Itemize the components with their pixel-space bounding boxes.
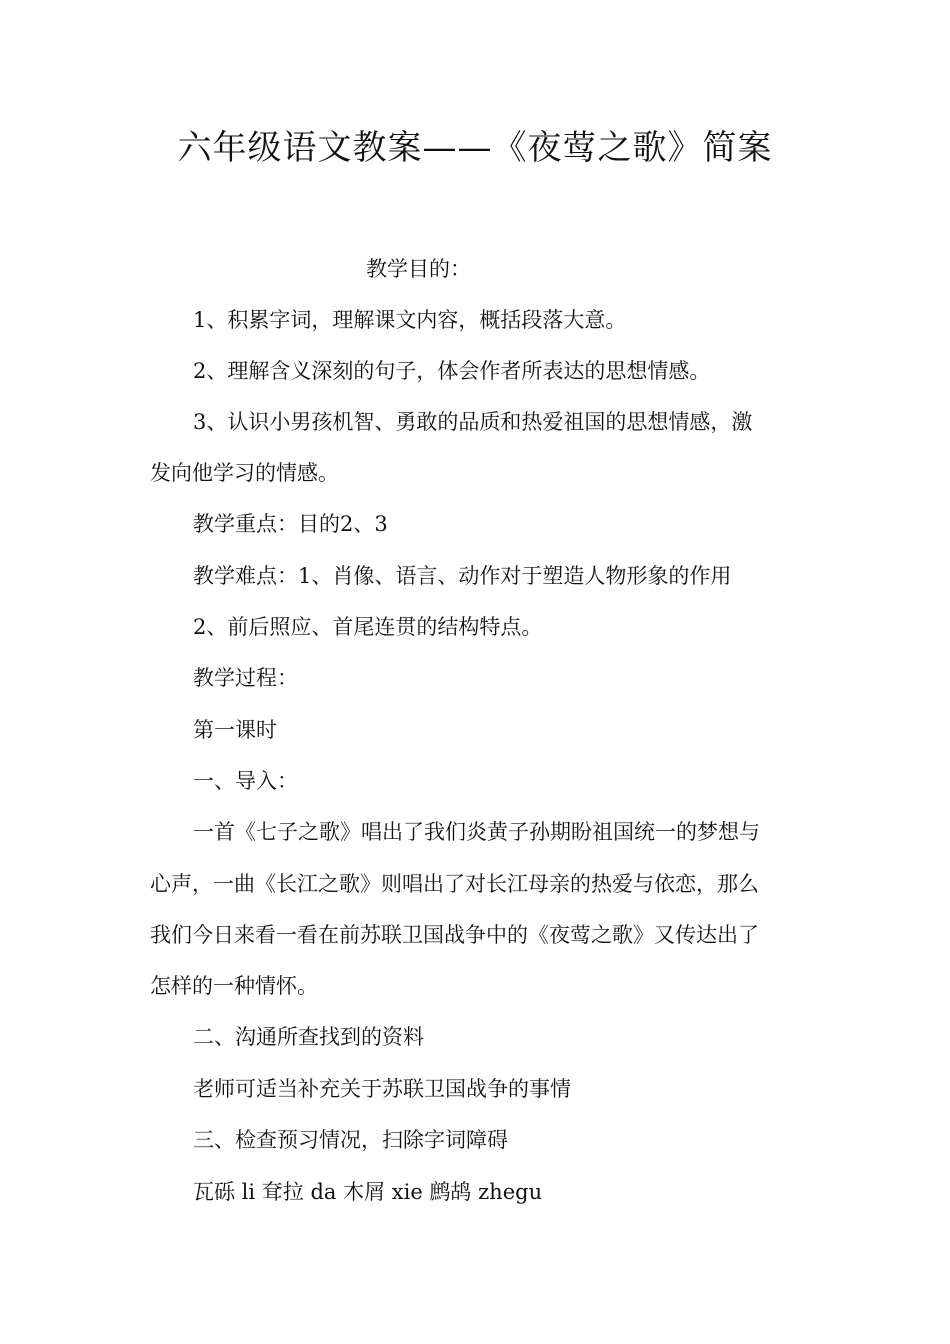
paragraph-line: 怎样的一种情怀。 <box>150 974 318 998</box>
objectives-heading: 教学目的： <box>366 257 471 281</box>
section-heading-preview: 三、检查预习情况，扫除字词障碍 <box>193 1128 508 1152</box>
difficulty-item: 教学难点：1、肖像、语言、动作对于塑造人物形象的作用 <box>193 564 732 588</box>
document-title: 六年级语文教案——《夜莺之歌》简案 <box>177 128 773 168</box>
paragraph-line: 老师可适当补充关于苏联卫国战争的事情 <box>193 1077 571 1101</box>
paragraph-line: 我们今日来看一看在前苏联卫国战争中的《夜莺之歌》又传达出了 <box>150 923 759 947</box>
vocabulary-line: 瓦砾 li 耷拉 da 木屑 xie 鹧鸪 zhegu <box>193 1180 543 1204</box>
objective-item: 1、积累字词，理解课文内容，概括段落大意。 <box>193 308 627 332</box>
key-points: 教学重点：目的2、3 <box>193 512 388 536</box>
paragraph-line: 一首《七子之歌》唱出了我们炎黄子孙期盼祖国统一的梦想与 <box>193 820 760 844</box>
objective-item-continuation: 发向他学习的情感。 <box>150 461 339 485</box>
section-heading-intro: 一、导入： <box>193 769 298 793</box>
lesson-label: 第一课时 <box>193 718 277 742</box>
paragraph-line: 心声，一曲《长江之歌》则唱出了对长江母亲的热爱与依恋，那么 <box>150 872 759 896</box>
objective-item: 2、理解含义深刻的句子，体会作者所表达的思想情感。 <box>193 359 711 383</box>
section-heading-materials: 二、沟通所查找到的资料 <box>193 1025 424 1049</box>
process-heading: 教学过程： <box>193 666 298 690</box>
objective-item: 3、认识小男孩机智、勇敢的品质和热爱祖国的思想情感，激 <box>193 410 753 434</box>
difficulty-item: 2、前后照应、首尾连贯的结构特点。 <box>193 615 543 639</box>
